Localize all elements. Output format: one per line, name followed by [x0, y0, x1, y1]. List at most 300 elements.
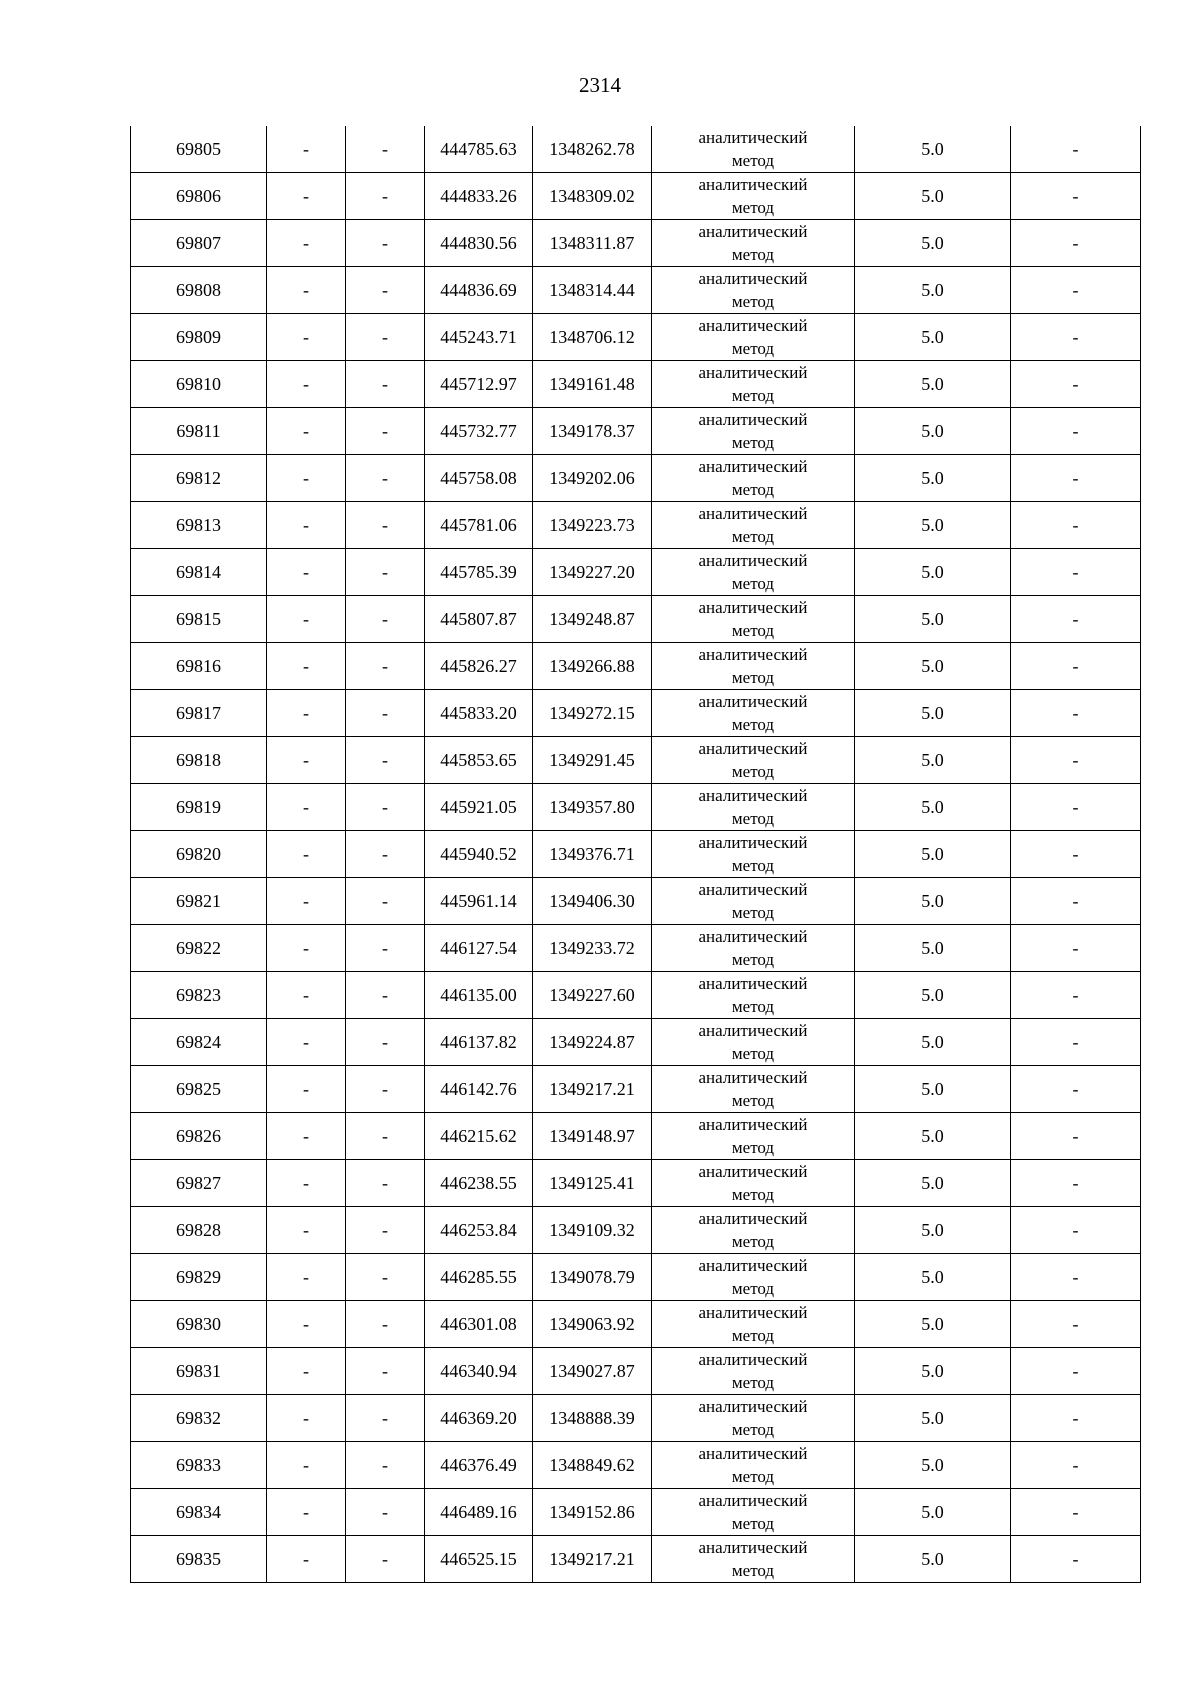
x-coordinate-cell: 445732.77	[425, 408, 533, 455]
table-row	[131, 267, 1141, 314]
dash-cell: -	[1011, 408, 1141, 455]
point-number-cell: 69824	[131, 1019, 267, 1066]
method-line-2: метод	[731, 856, 775, 876]
x-coordinate-cell: 446525.15	[425, 1536, 533, 1583]
dash-cell: -	[346, 972, 425, 1019]
x-coordinate-cell: 444833.26	[425, 173, 533, 220]
table-row	[131, 1442, 1141, 1489]
dash-cell: -	[1011, 643, 1141, 690]
dash-cell: -	[1011, 1113, 1141, 1160]
table-row	[131, 361, 1141, 408]
dash-cell: -	[267, 1489, 346, 1536]
y-coordinate-cell: 1349266.88	[533, 643, 652, 690]
dash-cell: -	[1011, 1066, 1141, 1113]
point-number-cell: 69817	[131, 690, 267, 737]
method-line-1: аналитический	[698, 128, 808, 148]
dash-cell: -	[267, 1254, 346, 1301]
x-coordinate-cell: 444830.56	[425, 220, 533, 267]
x-coordinate-cell: 446137.82	[425, 1019, 533, 1066]
method-line-2: метод	[731, 574, 775, 594]
x-coordinate-cell: 445940.52	[425, 831, 533, 878]
method-line-2: метод	[731, 480, 775, 500]
accuracy-cell: 5.0	[855, 643, 1011, 690]
dash-cell: -	[346, 1160, 425, 1207]
dash-cell: -	[346, 643, 425, 690]
table-body	[131, 126, 1141, 1583]
accuracy-cell: 5.0	[855, 1301, 1011, 1348]
method-line-2: метод	[731, 1420, 775, 1440]
accuracy-cell: 5.0	[855, 1536, 1011, 1583]
dash-cell: -	[1011, 596, 1141, 643]
point-number-cell: 69831	[131, 1348, 267, 1395]
dash-cell: -	[267, 361, 346, 408]
accuracy-cell: 5.0	[855, 1207, 1011, 1254]
accuracy-cell: 5.0	[855, 784, 1011, 831]
method-cell	[652, 1254, 855, 1301]
method-line-2: метод	[731, 715, 775, 735]
table-row	[131, 831, 1141, 878]
x-coordinate-cell: 445712.97	[425, 361, 533, 408]
dash-cell: -	[267, 596, 346, 643]
y-coordinate-cell: 1349178.37	[533, 408, 652, 455]
method-cell	[652, 1207, 855, 1254]
y-coordinate-cell: 1349227.20	[533, 549, 652, 596]
method-line-1: аналитический	[698, 645, 808, 665]
accuracy-cell: 5.0	[855, 1113, 1011, 1160]
y-coordinate-cell: 1349027.87	[533, 1348, 652, 1395]
dash-cell: -	[1011, 737, 1141, 784]
x-coordinate-cell: 445853.65	[425, 737, 533, 784]
method-line-2: метод	[731, 903, 775, 923]
method-line-1: аналитический	[698, 1491, 808, 1511]
point-number-cell: 69809	[131, 314, 267, 361]
dash-cell: -	[267, 126, 346, 173]
y-coordinate-cell: 1349376.71	[533, 831, 652, 878]
accuracy-cell: 5.0	[855, 408, 1011, 455]
table-row	[131, 878, 1141, 925]
method-line-1: аналитический	[698, 504, 808, 524]
accuracy-cell: 5.0	[855, 972, 1011, 1019]
point-number-cell: 69833	[131, 1442, 267, 1489]
dash-cell: -	[1011, 1395, 1141, 1442]
y-coordinate-cell: 1348311.87	[533, 220, 652, 267]
dash-cell: -	[346, 690, 425, 737]
table-row	[131, 737, 1141, 784]
y-coordinate-cell: 1349202.06	[533, 455, 652, 502]
table-row	[131, 1019, 1141, 1066]
dash-cell: -	[1011, 1442, 1141, 1489]
dash-cell: -	[267, 314, 346, 361]
x-coordinate-cell: 444836.69	[425, 267, 533, 314]
dash-cell: -	[1011, 1207, 1141, 1254]
dash-cell: -	[267, 1019, 346, 1066]
point-number-cell: 69813	[131, 502, 267, 549]
x-coordinate-cell: 446301.08	[425, 1301, 533, 1348]
method-line-1: аналитический	[698, 1256, 808, 1276]
method-line-2: метод	[731, 997, 775, 1017]
accuracy-cell: 5.0	[855, 737, 1011, 784]
dash-cell: -	[267, 1301, 346, 1348]
point-number-cell: 69811	[131, 408, 267, 455]
method-cell	[652, 1019, 855, 1066]
method-line-2: метод	[731, 1232, 775, 1252]
accuracy-cell: 5.0	[855, 1019, 1011, 1066]
method-line-1: аналитический	[698, 316, 808, 336]
dash-cell: -	[346, 1207, 425, 1254]
dash-cell: -	[346, 220, 425, 267]
dash-cell: -	[267, 220, 346, 267]
point-number-cell: 69819	[131, 784, 267, 831]
dash-cell: -	[1011, 1536, 1141, 1583]
dash-cell: -	[1011, 1160, 1141, 1207]
dash-cell: -	[346, 361, 425, 408]
dash-cell: -	[1011, 314, 1141, 361]
accuracy-cell: 5.0	[855, 831, 1011, 878]
table-row	[131, 1113, 1141, 1160]
point-number-cell: 69812	[131, 455, 267, 502]
dash-cell: -	[1011, 831, 1141, 878]
method-line-2: метод	[731, 809, 775, 829]
method-cell	[652, 267, 855, 314]
dash-cell: -	[267, 831, 346, 878]
method-cell	[652, 126, 855, 173]
y-coordinate-cell: 1349248.87	[533, 596, 652, 643]
x-coordinate-cell: 446285.55	[425, 1254, 533, 1301]
dash-cell: -	[346, 314, 425, 361]
method-line-1: аналитический	[698, 1397, 808, 1417]
table-row	[131, 596, 1141, 643]
accuracy-cell: 5.0	[855, 878, 1011, 925]
method-cell	[652, 1442, 855, 1489]
x-coordinate-cell: 446238.55	[425, 1160, 533, 1207]
method-line-1: аналитический	[698, 1350, 808, 1370]
table-row	[131, 173, 1141, 220]
method-cell	[652, 784, 855, 831]
method-line-2: метод	[731, 1467, 775, 1487]
dash-cell: -	[346, 1348, 425, 1395]
dash-cell: -	[267, 502, 346, 549]
method-line-1: аналитический	[698, 269, 808, 289]
point-number-cell: 69828	[131, 1207, 267, 1254]
dash-cell: -	[1011, 267, 1141, 314]
dash-cell: -	[346, 596, 425, 643]
y-coordinate-cell: 1349291.45	[533, 737, 652, 784]
page-number: 2314	[579, 73, 621, 97]
method-line-2: метод	[731, 198, 775, 218]
method-line-2: метод	[731, 292, 775, 312]
dash-cell: -	[267, 1348, 346, 1395]
point-number-cell: 69815	[131, 596, 267, 643]
table-row	[131, 643, 1141, 690]
dash-cell: -	[346, 1019, 425, 1066]
x-coordinate-cell: 446369.20	[425, 1395, 533, 1442]
accuracy-cell: 5.0	[855, 1442, 1011, 1489]
y-coordinate-cell: 1348314.44	[533, 267, 652, 314]
method-cell	[652, 1395, 855, 1442]
method-line-1: аналитический	[698, 786, 808, 806]
point-number-cell: 69807	[131, 220, 267, 267]
y-coordinate-cell: 1348888.39	[533, 1395, 652, 1442]
table-row	[131, 972, 1141, 1019]
y-coordinate-cell: 1349217.21	[533, 1066, 652, 1113]
method-line-1: аналитический	[698, 880, 808, 900]
dash-cell: -	[346, 831, 425, 878]
dash-cell: -	[346, 502, 425, 549]
y-coordinate-cell: 1349161.48	[533, 361, 652, 408]
dash-cell: -	[1011, 925, 1141, 972]
table-row	[131, 1254, 1141, 1301]
point-number-cell: 69818	[131, 737, 267, 784]
dash-cell: -	[1011, 455, 1141, 502]
dash-cell: -	[267, 1536, 346, 1583]
table-row	[131, 502, 1141, 549]
method-cell	[652, 1301, 855, 1348]
method-cell	[652, 1536, 855, 1583]
method-line-2: метод	[731, 950, 775, 970]
method-line-2: метод	[731, 1138, 775, 1158]
accuracy-cell: 5.0	[855, 220, 1011, 267]
method-cell	[652, 1160, 855, 1207]
y-coordinate-cell: 1349217.21	[533, 1536, 652, 1583]
y-coordinate-cell: 1349148.97	[533, 1113, 652, 1160]
x-coordinate-cell: 445826.27	[425, 643, 533, 690]
y-coordinate-cell: 1349406.30	[533, 878, 652, 925]
dash-cell: -	[346, 784, 425, 831]
accuracy-cell: 5.0	[855, 596, 1011, 643]
point-number-cell: 69820	[131, 831, 267, 878]
accuracy-cell: 5.0	[855, 267, 1011, 314]
accuracy-cell: 5.0	[855, 690, 1011, 737]
dash-cell: -	[346, 878, 425, 925]
dash-cell: -	[346, 408, 425, 455]
method-cell	[652, 314, 855, 361]
method-line-2: метод	[731, 339, 775, 359]
dash-cell: -	[267, 173, 346, 220]
method-line-1: аналитический	[698, 927, 808, 947]
method-line-1: аналитический	[698, 410, 808, 430]
method-cell	[652, 596, 855, 643]
method-line-2: метод	[731, 1279, 775, 1299]
dash-cell: -	[1011, 878, 1141, 925]
point-number-cell: 69810	[131, 361, 267, 408]
dash-cell: -	[346, 1066, 425, 1113]
dash-cell: -	[346, 549, 425, 596]
method-line-2: метод	[731, 245, 775, 265]
y-coordinate-cell: 1349272.15	[533, 690, 652, 737]
dash-cell: -	[267, 925, 346, 972]
method-line-1: аналитический	[698, 1209, 808, 1229]
point-number-cell: 69808	[131, 267, 267, 314]
y-coordinate-cell: 1349233.72	[533, 925, 652, 972]
dash-cell: -	[267, 408, 346, 455]
method-cell	[652, 361, 855, 408]
method-line-1: аналитический	[698, 692, 808, 712]
dash-cell: -	[346, 1395, 425, 1442]
dash-cell: -	[267, 737, 346, 784]
method-cell	[652, 643, 855, 690]
method-line-2: метод	[731, 1044, 775, 1064]
method-cell	[652, 1348, 855, 1395]
dash-cell: -	[267, 878, 346, 925]
dash-cell: -	[267, 1207, 346, 1254]
point-number-cell: 69821	[131, 878, 267, 925]
x-coordinate-cell: 446215.62	[425, 1113, 533, 1160]
point-number-cell: 69823	[131, 972, 267, 1019]
y-coordinate-cell: 1349109.32	[533, 1207, 652, 1254]
method-line-1: аналитический	[698, 598, 808, 618]
dash-cell: -	[267, 455, 346, 502]
table-row	[131, 314, 1141, 361]
dash-cell: -	[346, 267, 425, 314]
table-row	[131, 1301, 1141, 1348]
point-number-cell: 69835	[131, 1536, 267, 1583]
method-line-1: аналитический	[698, 1021, 808, 1041]
method-cell	[652, 737, 855, 784]
accuracy-cell: 5.0	[855, 549, 1011, 596]
dash-cell: -	[1011, 1301, 1141, 1348]
x-coordinate-cell: 446340.94	[425, 1348, 533, 1395]
accuracy-cell: 5.0	[855, 502, 1011, 549]
dash-cell: -	[1011, 173, 1141, 220]
y-coordinate-cell: 1348309.02	[533, 173, 652, 220]
accuracy-cell: 5.0	[855, 455, 1011, 502]
dash-cell: -	[346, 1113, 425, 1160]
dash-cell: -	[346, 1442, 425, 1489]
table-row	[131, 784, 1141, 831]
dash-cell: -	[1011, 1348, 1141, 1395]
table-row	[131, 408, 1141, 455]
point-number-cell: 69834	[131, 1489, 267, 1536]
point-number-cell: 69816	[131, 643, 267, 690]
method-line-1: аналитический	[698, 1068, 808, 1088]
dash-cell: -	[267, 1442, 346, 1489]
method-line-1: аналитический	[698, 974, 808, 994]
method-line-2: метод	[731, 621, 775, 641]
point-number-cell: 69814	[131, 549, 267, 596]
x-coordinate-cell: 445921.05	[425, 784, 533, 831]
method-line-2: метод	[731, 1373, 775, 1393]
method-cell	[652, 1066, 855, 1113]
point-number-cell: 69806	[131, 173, 267, 220]
method-line-2: метод	[731, 1514, 775, 1534]
point-number-cell: 69805	[131, 126, 267, 173]
method-cell	[652, 878, 855, 925]
table-row	[131, 220, 1141, 267]
table-row	[131, 1395, 1141, 1442]
method-line-1: аналитический	[698, 363, 808, 383]
x-coordinate-cell: 444785.63	[425, 126, 533, 173]
method-line-1: аналитический	[698, 1115, 808, 1135]
y-coordinate-cell: 1348849.62	[533, 1442, 652, 1489]
point-number-cell: 69830	[131, 1301, 267, 1348]
y-coordinate-cell: 1349223.73	[533, 502, 652, 549]
method-cell	[652, 502, 855, 549]
table-row	[131, 925, 1141, 972]
table-row	[131, 549, 1141, 596]
y-coordinate-cell: 1349227.60	[533, 972, 652, 1019]
method-line-1: аналитический	[698, 1162, 808, 1182]
dash-cell: -	[346, 737, 425, 784]
accuracy-cell: 5.0	[855, 1066, 1011, 1113]
method-cell	[652, 831, 855, 878]
x-coordinate-cell: 445243.71	[425, 314, 533, 361]
x-coordinate-cell: 445758.08	[425, 455, 533, 502]
method-cell	[652, 690, 855, 737]
accuracy-cell: 5.0	[855, 1489, 1011, 1536]
x-coordinate-cell: 446253.84	[425, 1207, 533, 1254]
method-line-2: метод	[731, 1561, 775, 1581]
accuracy-cell: 5.0	[855, 126, 1011, 173]
y-coordinate-cell: 1349078.79	[533, 1254, 652, 1301]
method-line-2: метод	[731, 1091, 775, 1111]
dash-cell: -	[346, 126, 425, 173]
dash-cell: -	[1011, 220, 1141, 267]
accuracy-cell: 5.0	[855, 1348, 1011, 1395]
table-row	[131, 690, 1141, 737]
dash-cell: -	[267, 784, 346, 831]
point-number-cell: 69825	[131, 1066, 267, 1113]
table-row	[131, 1160, 1141, 1207]
table-row	[131, 1207, 1141, 1254]
dash-cell: -	[1011, 784, 1141, 831]
dash-cell: -	[267, 690, 346, 737]
y-coordinate-cell: 1348706.12	[533, 314, 652, 361]
x-coordinate-cell: 446135.00	[425, 972, 533, 1019]
method-line-2: метод	[731, 151, 775, 171]
method-line-1: аналитический	[698, 833, 808, 853]
x-coordinate-cell: 446142.76	[425, 1066, 533, 1113]
dash-cell: -	[1011, 972, 1141, 1019]
dash-cell: -	[346, 1254, 425, 1301]
method-line-2: метод	[731, 1185, 775, 1205]
dash-cell: -	[267, 1066, 346, 1113]
method-line-2: метод	[731, 1326, 775, 1346]
x-coordinate-cell: 445833.20	[425, 690, 533, 737]
dash-cell: -	[1011, 1489, 1141, 1536]
table-row	[131, 126, 1141, 173]
dash-cell: -	[346, 1489, 425, 1536]
method-line-1: аналитический	[698, 222, 808, 242]
coordinates-table	[130, 126, 1141, 1583]
table-row	[131, 1348, 1141, 1395]
method-cell	[652, 1113, 855, 1160]
dash-cell: -	[346, 455, 425, 502]
accuracy-cell: 5.0	[855, 1160, 1011, 1207]
table-row	[131, 1536, 1141, 1583]
dash-cell: -	[1011, 502, 1141, 549]
y-coordinate-cell: 1349357.80	[533, 784, 652, 831]
dash-cell: -	[267, 267, 346, 314]
method-cell	[652, 925, 855, 972]
dash-cell: -	[1011, 1254, 1141, 1301]
y-coordinate-cell: 1348262.78	[533, 126, 652, 173]
dash-cell: -	[1011, 361, 1141, 408]
method-line-1: аналитический	[698, 1538, 808, 1558]
method-line-1: аналитический	[698, 175, 808, 195]
method-line-2: метод	[731, 433, 775, 453]
dash-cell: -	[346, 925, 425, 972]
dash-cell: -	[267, 1113, 346, 1160]
accuracy-cell: 5.0	[855, 361, 1011, 408]
x-coordinate-cell: 446376.49	[425, 1442, 533, 1489]
accuracy-cell: 5.0	[855, 1395, 1011, 1442]
point-number-cell: 69827	[131, 1160, 267, 1207]
method-cell	[652, 408, 855, 455]
method-line-2: метод	[731, 386, 775, 406]
method-cell	[652, 1489, 855, 1536]
x-coordinate-cell: 446127.54	[425, 925, 533, 972]
method-line-2: метод	[731, 668, 775, 688]
